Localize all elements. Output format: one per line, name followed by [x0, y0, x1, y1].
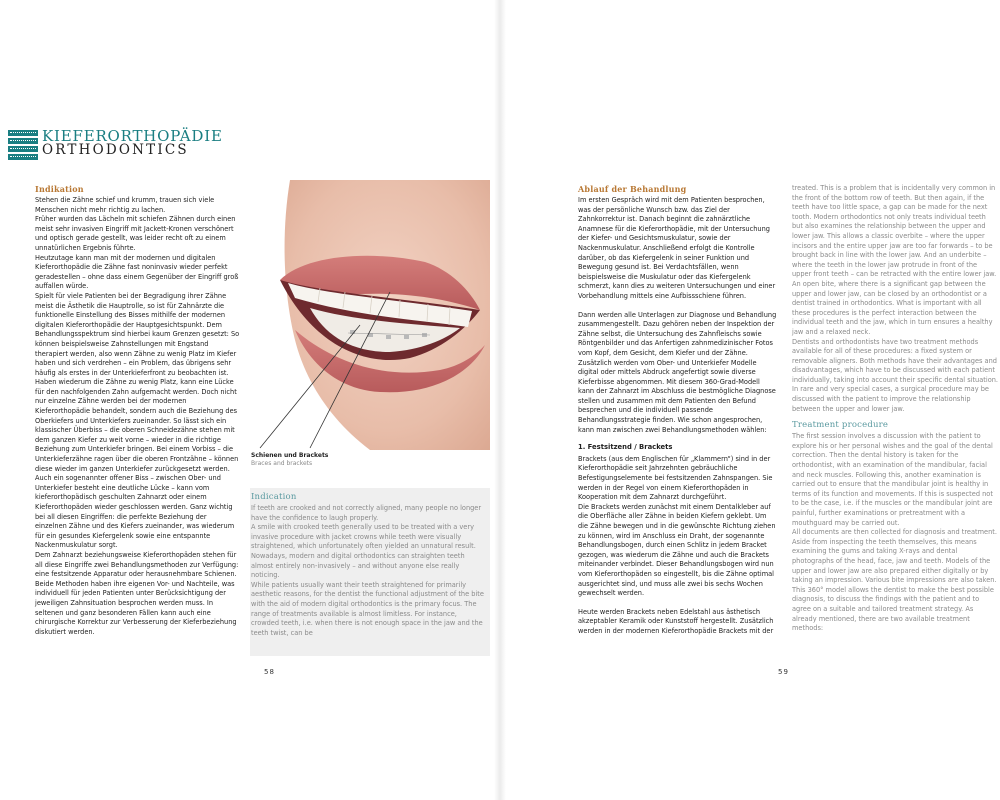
festsitzend-subheading: 1. Festsitzend / Brackets — [578, 443, 673, 452]
book-gutter — [494, 0, 506, 800]
paragraph: Die Brackets werden zunächst mit einem Dentalkleber auf die Oberfläche aller Zähne in beiden Kiefern geklebt. Um die Zähne bewegen und in die gewünschte Richtung ziehen zu können, wird im Anschluss ein Draht, der sogenannte Behandlungsbogen, durch einen Schlitz in jedem Bracket gezogen, was wiederum die Zähne und auch die Brackets miteinander verbindet. Dieser Behandlungsbogen wird nun vom Kieferorthopäden so eingestellt, bis die Zähne optimal ausgerichtet sind, und muss alle zwei bis sechs Wochen gewechselt werden. — [578, 502, 776, 598]
paragraph: A smile with crooked teeth generally used to be treated with a very invasive procedure with jacket crowns while teeth were visually straightened, which unfortunately often yielded an unnatural result. — [251, 523, 476, 551]
english-text-box — [250, 488, 490, 656]
orthodontics-logo-icon — [8, 130, 38, 164]
paragraph: Heute werden Brackets neben Edelstahl aus ästhetisch akzeptabler Keramik oder Kunststoff hergestellt. Zusätzlich werden in der modernen Kieferorthopädie Brackets mit der — [578, 607, 774, 635]
english-text-column-right — [792, 184, 998, 634]
paragraph: treated. This is a problem that is incidentally very common in the front of the bottom row of teeth. But then again, if the teeth have too little space, a gap can be made for the next tooth. Modern orthodontics not only treats individual teeth but also examines the relationship between the upper and lower jaw. This allows a classic overbite – where the upper incisors and the entire upper jaw are too far forwards – to be brought back in line with the lower jaw. And an underbite – where the teeth in the lower jaw protrude in front of the upper front teeth – can be retracted with the entire lower jaw. An open bite, where there is a significant gap between the upper and lower jaw, can be closed by an orthodontist or a dentist trained in orthodontics. What is important with all these procedures is the perfect interaction between the individual teeth and the jaw, which in turn ensures a healthy jaw and a relaxed neck. — [792, 184, 997, 336]
smile-braces-photo — [250, 180, 490, 450]
photo-caption — [251, 452, 328, 468]
right-page — [500, 0, 1000, 800]
paragraph: Nowadays, modern and digital orthodontics can straighten teeth almost entirely non-invasively – and without anyone else really noticing. — [251, 551, 465, 580]
caption-de: Schienen und Brackets — [251, 452, 329, 459]
treatment-procedure-heading: Treatment procedure — [792, 420, 889, 431]
paragraph: If teeth are crooked and not correctly aligned, many people no longer have the confidence to laugh properly. — [251, 504, 482, 522]
paragraph: Früher wurden das Lächeln mit schiefen Zähnen durch einen meist sehr invasiven Eingriff mit Jackett-Kronen verschönert und optisch gerade gestellt, was leider recht oft zu einem unnatürlichen Ergebnis führte. — [35, 215, 236, 252]
caption-en: Braces and brackets — [251, 460, 313, 467]
indikation-heading: Indikation — [35, 184, 84, 194]
paragraph: Dentists and orthodontists have two treatment methods available for all of these procedures: a fixed system or removable aligners. Both methods have their advantages and disadvantages, which have to be discussed with each patient individually, taking into account their specific dental situation. In rare and very special cases, a surgical procedure may be discussed with the patient to improve the relationship between the upper and lower jaw. — [792, 337, 998, 413]
paragraph: Heutzutage kann man mit der modernen und digitalen Kieferorthopädie die Zähne fast noninvasiv wieder perfekt geradestellen – ohne dass einem Gegenüber der Eingriff groß auffallen würde. — [35, 253, 239, 291]
paragraph: Spielt für viele Patienten bei der Begradigung ihrer Zähne meist die Ästhetik die Hauptrolle, so ist für Zahnärzte die funktionelle Einstellung des Bisses mithilfe der modernen digitalen Kieferorthopädie der Hauptgesichtspunkt. Dem Behandlungsspektrum sind hierbei kaum Grenzen gesetzt: So können beispielsweise Zahnstellungen mit Engstand therapiert werden, also wenn Zähne zu wenig Platz im Kiefer haben und sich verdrehen – ein Problem, das übrigens sehr häufig als erstes in der Unterkieferfront zu beobachten ist. Haben wiederum die Zähne zu wenig Platz, kann eine Lücke für den nachfolgenden Zahn aufgemacht werden. Doch nicht nur einzelne Zähne werden bei der modernen Kieferorthopädie behandelt, sondern auch die Beziehung des Oberkiefers und Unterkiefers zueinander. So lässt sich ein klassischer Überbiss – die oberen Schneidezähne stehen mit dem ganzen Kiefer zu weit vorne – wieder in die richtige Beziehung zum Unterkiefer bringen. Bei einem Vorbiss – die Unterkieferzähne ragen über die oberen Frontzähne – können diese wieder im ganzen Unterkiefer zurückgesetzt werden. Auch ein sogenannter offener Biss – zwischen Ober- und Unterkiefer besteht eine deutliche Lücke – kann vom kieferorthopädisch geschulten Zahnarzt oder einem Kieferorthopäden wieder geschlossen werden. Ganz wichtig bei all diesen Eingriffen: die perfekte Beziehung der einzelnen Zähne und des Kiefers zueinander, was wiederum für ein gesundes Kiefergelenk sowie eine entspannte Nackenmuskulatur sorgt. — [35, 291, 240, 550]
paragraph: The first session involves a discussion with the patient to explore his or her personal wishes and the goal of the dental correction. Then the dental history is taken for the orthodontist, with an examination of the mandibular, facial and neck muscles. Following this, another examination is carried out to ensure that the mandibular joint is healthy in terms of its function and movements. If this is suspected not to be the case, i.e. if the muscles or the mandibular joint are painful, further examinations or pretreatment with a mouthguard may be carried out. — [792, 432, 993, 527]
paragraph: Brackets (aus dem Englischen für „Klammern“) sind in der Kieferorthopädie seit Jahrzehnten gebräuchliche Befestigungselemente bei festsitzenden Zahnspangen. Sie werden in der Regel von einem Kieferorthopäden in Kooperation mit dem Zahnarzt durchgeführt. — [578, 454, 773, 502]
paragraph: Im ersten Gespräch wird mit dem Patienten besprochen, was der persönliche Wunsch bzw. das Ziel der Zahnkorrektur ist. Danach beginnt die zahnärztliche Anamnese für die Kieferorthopädie, mit der Untersuchung der Kiefer- und Gesichtsmuskulatur, sowie der Nackenmuskulatur. Anschließend erfolgt die Kontrolle darüber, ob das Kiefergelenk in seiner Funktion und Bewegung gesund ist. Bei Verdachtsfällen, wenn beispielsweise die Muskulatur oder das Kiefergelenk schmerzt, kann dies zu weiteren Untersuchungen und einer Vorbehandlung mittels eine Aufbissschiene führen. — [578, 196, 776, 300]
header-title-de: KIEFERORTHOPÄDIE — [42, 127, 223, 145]
page-number-left: 58 — [264, 668, 275, 676]
page-number-right: 59 — [778, 668, 789, 676]
paragraph: While patients usually want their teeth straightened for primarily aesthetic reasons, for the dentist the functional adjustment of the bite with the aid of modern digital orthodontics is the primary focus. The range of treatments available is almost limitless. For instance, crowded teeth, i.e. when there is not enough space in the jaw and the teeth twist, can be — [251, 580, 484, 637]
ablauf-heading: Ablauf der Behandlung — [578, 184, 687, 194]
german-text-column-right — [578, 184, 778, 637]
paragraph: All documents are then collected for diagnosis and treatment. Aside from inspecting the teeth themselves, this means examining the gums and taking X-rays and dental photographs of the head, face, jaw and teeth. Models of the upper and lower jaw are also prepared either digitally or by taking an impression. Various bite impressions are also taken. This 360° model allows the dentist to make the best possible diagnosis, to discuss the findings with the patient and to agree on a suitable and tailored treatment strategy. As already mentioned, there are two available treatment methods: — [792, 528, 997, 633]
header-title-en: ORTHODONTICS — [42, 142, 189, 158]
paragraph: Dann werden alle Unterlagen zur Diagnose und Behandlung zusammengestellt. Dazu gehören neben der Inspektion der Zähne selbst, die Untersuchung des Zahnfleischs sowie Röntgenbilder und das Anfertigen zahnmedizinischer Fotos vom Kopf, dem Gesicht, dem Kiefer und der Zähne. Zusätzlich werden vom Ober- und Unterkiefer Modelle digital oder mittels Abdruck angefertigt sowie diverse Kieferbisse abgenommen. Mit diesem 360-Grad-Modell kann der Zahnarzt im Abschluss die bestmögliche Diagnose stellen und zusammen mit dem Patienten den Befund besprechen und die individuell passende Behandlungsstrategie finden. Wie schon angesprochen, kann man zwischen zwei Behandlungsmethoden wählen: — [578, 310, 777, 434]
paragraph: Stehen die Zähne schief und krumm, trauen sich viele Menschen nicht mehr richtig zu lachen. — [35, 196, 215, 214]
paragraph: Dem Zahnarzt beziehungsweise Kieferorthopäden stehen für all diese Eingriffe zwei Behandlungsmethoden zur Verfügung: eine festsitzende Apparatur oder herausnehmbare Schienen. Beide Methoden haben ihre eigenen Vor- und Nachteile, was individuell für jeden Patienten unter Berücksichtigung der jeweiligen Zahnsituation besprochen werden muss. In seltenen und ganz besonderen Fällen kann auch eine chirurgische Korrektur zur Verbesserung der Kieferbeziehung diskutiert werden. — [35, 550, 239, 636]
german-text-column — [35, 184, 240, 637]
indication-heading: Indication — [251, 492, 297, 502]
